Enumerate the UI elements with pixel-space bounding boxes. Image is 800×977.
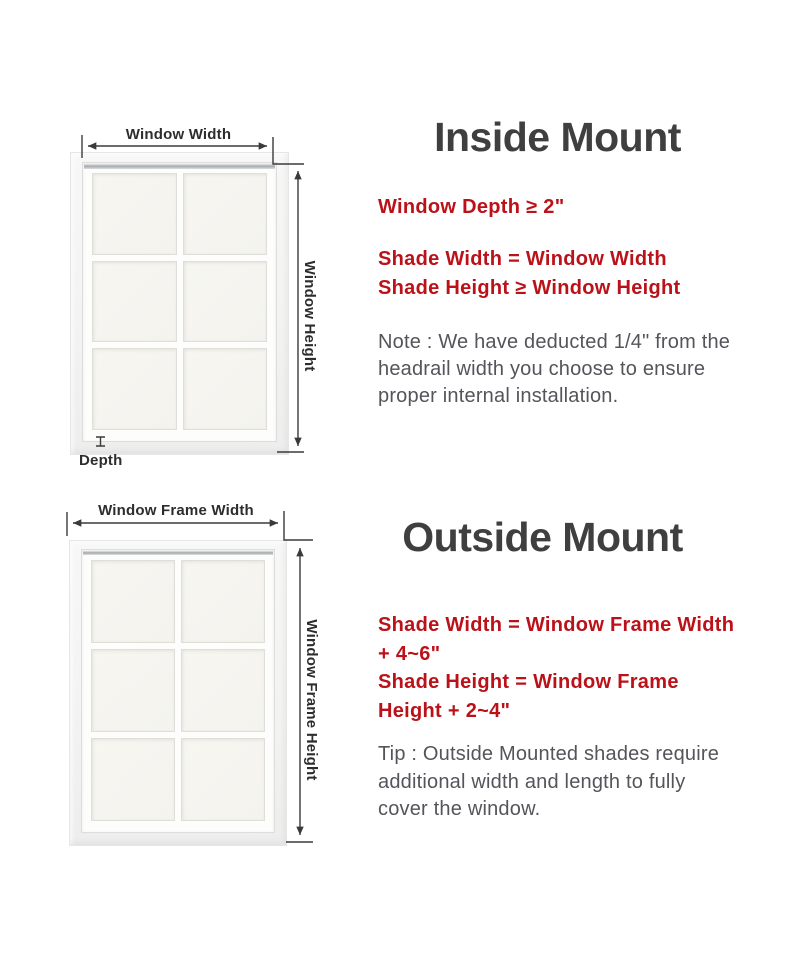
- window-pane: [92, 173, 177, 255]
- outside-rule-height-line2: Height + 2~4": [378, 699, 511, 722]
- window-pane: [183, 348, 268, 430]
- outside-shade-rules: [378, 611, 734, 725]
- window-inner-frame: [81, 549, 275, 833]
- window-pane: [183, 261, 268, 343]
- outside-frame-width-label: Window Frame Width: [98, 502, 254, 519]
- window-pane: [91, 649, 175, 732]
- window-inner-frame: [82, 162, 277, 442]
- outside-mount-title: Outside Mount: [402, 514, 683, 560]
- shade-headrail: [84, 164, 275, 169]
- window-pane: [183, 173, 268, 255]
- tip-line: Tip : Outside Mounted shades require: [378, 743, 720, 765]
- window-pane: [181, 738, 265, 821]
- window-top-rail: [83, 551, 273, 555]
- note-line: Note : We have deducted 1/4" from the: [378, 331, 731, 353]
- inside-mount-title: Inside Mount: [434, 114, 681, 160]
- window-pane: [92, 261, 177, 343]
- inside-rule-height: Shade Height ≥ Window Height: [378, 277, 681, 299]
- window-pane: [91, 738, 175, 821]
- inside-width-label: Window Width: [125, 126, 232, 143]
- outside-rule-width-line2: + 4~6": [378, 642, 441, 665]
- outside-mount-tip: [378, 741, 719, 824]
- window-pane: [181, 649, 265, 732]
- inside-shade-rules: [378, 245, 681, 303]
- inside-mount-note: [378, 329, 730, 410]
- tip-line: cover the window.: [378, 798, 541, 820]
- inside-mount-window-illustration: [70, 152, 289, 455]
- outside-mount-window-illustration: [69, 540, 287, 846]
- outside-rule-height-line1: Shade Height = Window Frame: [378, 671, 679, 693]
- inside-rule-width: Shade Width = Window Width: [378, 248, 667, 270]
- outside-rule-width-line1: Shade Width = Window Frame Width: [378, 614, 735, 636]
- window-pane: [91, 560, 175, 643]
- outside-width-tick-right-connector: [284, 511, 313, 540]
- depth-label: Depth: [79, 452, 123, 469]
- window-pane-grid: [92, 173, 267, 430]
- outside-frame-height-label: Window Frame Height: [303, 619, 320, 781]
- inside-height-label: Window Height: [301, 260, 318, 372]
- note-line: headrail width you choose to ensure: [378, 358, 706, 380]
- window-pane: [92, 348, 177, 430]
- tip-line: additional width and length to fully: [378, 770, 686, 793]
- window-pane-grid: [91, 560, 265, 821]
- window-pane: [181, 560, 265, 643]
- inside-depth-rule: Window Depth ≥ 2": [378, 196, 565, 218]
- note-line: proper internal installation.: [378, 385, 619, 407]
